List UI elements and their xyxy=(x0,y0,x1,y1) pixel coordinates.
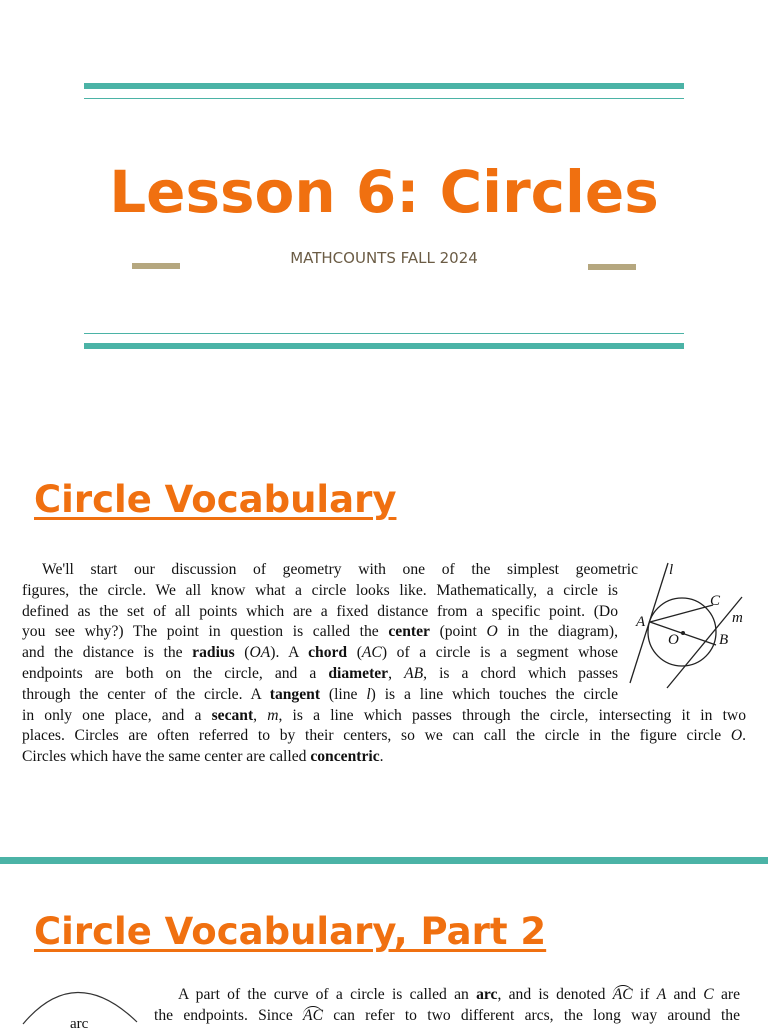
text-segment: Circles which have the same center are called xyxy=(22,748,311,766)
text-segment: AC xyxy=(361,644,382,662)
bottom-thick-rule xyxy=(84,343,684,349)
arc-paragraph xyxy=(154,985,740,1027)
text-segment: in the diagram), xyxy=(497,623,619,641)
text-segment: , is a line which passes through the circle, intersecting it in two xyxy=(278,706,746,724)
paragraph-line xyxy=(22,581,618,602)
bold-term: diameter xyxy=(328,664,389,682)
text-segment: ( xyxy=(347,644,362,662)
top-thin-rule xyxy=(84,98,684,99)
bottom-thin-rule xyxy=(84,333,684,334)
text-segment: ( xyxy=(234,644,250,662)
paragraph-line xyxy=(154,1006,740,1027)
text-segment: AB xyxy=(404,664,424,682)
text-segment: m xyxy=(267,706,279,724)
arc-notation: AC xyxy=(612,986,633,1003)
text-segment: and xyxy=(666,986,704,1003)
text-segment: in only one place, and a xyxy=(22,706,212,724)
arc-label: arc xyxy=(70,1016,89,1032)
bold-term: arc xyxy=(476,986,498,1003)
bold-term: tangent xyxy=(269,685,321,703)
paragraph-line xyxy=(22,747,746,768)
bold-term: chord xyxy=(308,644,348,662)
text-segment: , xyxy=(388,664,405,682)
text-segment: OA xyxy=(249,644,271,662)
text-segment: A xyxy=(656,986,667,1003)
slide-divider xyxy=(0,857,768,864)
paragraph-line xyxy=(22,560,638,581)
section-heading-circle-vocabulary: Circle Vocabulary xyxy=(34,478,397,521)
text-segment: endpoints are both on the circle, and a xyxy=(22,664,329,682)
label-O: O xyxy=(668,632,679,648)
page-title: Lesson 6: Circles xyxy=(109,158,659,226)
text-segment: O xyxy=(486,623,498,641)
bold-term: radius xyxy=(192,644,235,662)
text-segment: ) of a circle is a segment whose xyxy=(381,644,618,662)
text-segment: O xyxy=(730,727,743,745)
text-segment: C xyxy=(703,986,714,1003)
text-segment: , is a chord which passes xyxy=(423,664,619,682)
text-segment: ) is a line which touches the circle xyxy=(370,685,618,703)
text-segment: figures, the circle. We all know what a circle looks like. Mathematically, a circle is xyxy=(22,581,618,599)
text-segment: you see why?) The point in question is called the xyxy=(22,623,389,641)
subtitle: MATHCOUNTS FALL 2024 xyxy=(290,249,478,267)
text-segment: if xyxy=(632,986,657,1003)
label-B: B xyxy=(719,632,729,648)
text-segment: the endpoints. Since xyxy=(154,1006,304,1024)
paragraph-line xyxy=(22,602,618,623)
text-segment: . xyxy=(742,727,746,745)
text-segment: We'll start our discussion of geometry with one of the simplest geometric xyxy=(42,561,638,578)
text-segment: A part of the curve of a circle is called an xyxy=(178,986,477,1003)
paragraph-line xyxy=(22,643,618,664)
text-segment: . xyxy=(379,748,384,766)
text-segment: are xyxy=(713,986,741,1003)
top-thick-rule xyxy=(84,83,684,89)
label-C: C xyxy=(710,593,721,609)
label-A: A xyxy=(636,614,646,630)
paragraph-line xyxy=(22,685,618,706)
paragraph-line xyxy=(154,985,740,1006)
bold-term: concentric xyxy=(310,748,380,766)
text-segment: ). A xyxy=(270,644,309,662)
bold-term: center xyxy=(388,623,430,641)
paragraph-line xyxy=(22,664,618,685)
right-dash-decoration xyxy=(588,264,636,270)
text-segment: (line xyxy=(320,685,367,703)
text-segment: can refer to two different arcs, the long way around the xyxy=(322,1006,741,1024)
text-segment: (point xyxy=(429,623,487,641)
paragraph-line xyxy=(22,726,746,747)
text-segment: places. Circles are often referred to by their centers, so we can call the circle in the figure circle xyxy=(22,727,731,745)
text-segment: defined as the set of all points which are a fixed distance from a specific point. (Do xyxy=(22,602,618,620)
text-segment: l xyxy=(366,685,371,703)
arc-notation: AC xyxy=(303,1006,323,1024)
paragraph-line xyxy=(22,622,618,643)
label-l: l xyxy=(669,562,674,578)
text-segment: and the distance is the xyxy=(22,644,193,662)
section-heading-circle-vocabulary-part-2: Circle Vocabulary, Part 2 xyxy=(34,910,547,953)
bold-term: secant xyxy=(211,706,254,724)
paragraph-line xyxy=(22,706,746,727)
text-segment: through the center of the circle. A xyxy=(22,685,270,703)
text-segment: , xyxy=(253,706,268,724)
text-segment: , and is denoted xyxy=(497,986,613,1003)
label-m: m xyxy=(732,610,743,626)
